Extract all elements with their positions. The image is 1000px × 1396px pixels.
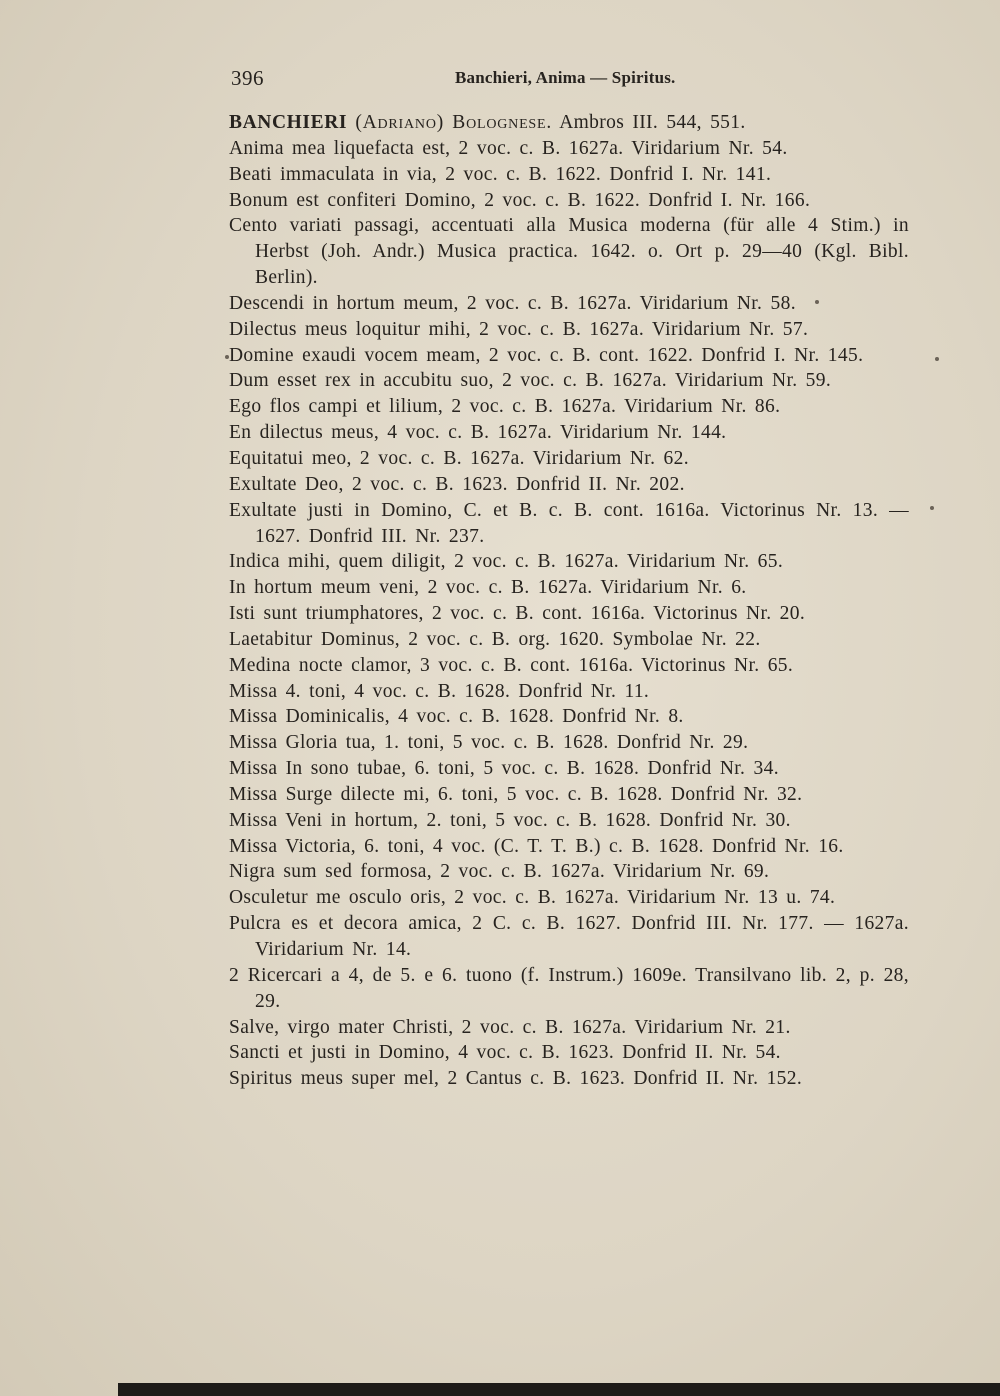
entry: Descendi in hortum meum, 2 voc. c. B. 1627a. Viridarium Nr. 58.: [229, 292, 796, 314]
composer-name: BANCHIERI: [229, 112, 348, 133]
entry: Anima mea liquefacta est, 2 voc. c. B. 1627a. Viridarium Nr. 54.: [229, 137, 788, 159]
entry: Exultate justi in Domino, C. et B. c. B. cont. 1616a. Victorinus Nr. 13. — 1627. Donfrid III. Nr. 237.: [229, 499, 909, 547]
entry: Sancti et justi in Domino, 4 voc. c. B. 1623. Donfrid II. Nr. 54.: [229, 1042, 781, 1064]
entry: Missa 4. toni, 4 voc. c. B. 1628. Donfrid Nr. 11.: [229, 680, 650, 702]
entry: Bonum est confiteri Domino, 2 voc. c. B. 1622. Donfrid I. Nr. 166.: [229, 189, 811, 211]
page-number: 396: [231, 66, 264, 90]
entry: Nigra sum sed formosa, 2 voc. c. B. 1627a. Viridarium Nr. 69.: [229, 861, 770, 883]
entry: Missa Veni in hortum, 2. toni, 5 voc. c. B. 1628. Donfrid Nr. 30.: [229, 809, 791, 831]
entry: Exultate Deo, 2 voc. c. B. 1623. Donfrid II. Nr. 202.: [229, 473, 685, 495]
entry: Equitatui meo, 2 voc. c. B. 1627a. Viridarium Nr. 62.: [229, 447, 689, 469]
entry: In hortum meum veni, 2 voc. c. B. 1627a. Viridarium Nr. 6.: [229, 577, 747, 599]
entry: Pulcra es et decora amica, 2 C. c. B. 1627. Donfrid III. Nr. 177. — 1627a. Viridarium Nr. 14.: [229, 913, 909, 960]
entry: Missa Surge dilecte mi, 6. toni, 5 voc. c. B. 1628. Donfrid Nr. 32.: [229, 783, 803, 805]
page-header: [231, 66, 911, 90]
entry: Laetabitur Dominus, 2 voc. c. B. org. 1620. Symbolae Nr. 22.: [229, 628, 761, 650]
entry: Dum esset rex in accubitu suo, 2 voc. c. B. 1627a. Viridarium Nr. 59.: [229, 370, 832, 392]
margin-speck: [930, 506, 934, 510]
margin-speck: [935, 357, 939, 361]
scan-edge-shadow: [118, 1383, 1000, 1396]
entry-list: [229, 110, 909, 1092]
entry: Cento variati passagi, accentuati alla Musica moderna (für alle 4 Stim.) in Herbst (Joh. Andr.) Musica practica. 1642. o. Ort p. 29—40 (Kgl. Bibl. Berlin).: [229, 215, 909, 289]
entry: En dilectus meus, 4 voc. c. B. 1627a. Viridarium Nr. 144.: [229, 422, 727, 444]
composer-reference: Ambros III. 544, 551.: [552, 112, 746, 133]
entry: 2 Ricercari a 4, de 5. e 6. tuono (f. Instrum.) 1609e. Transilvano lib. 2, p. 28, 29.: [229, 964, 909, 1012]
entry: Beati immaculata in via, 2 voc. c. B. 1622. Donfrid I. Nr. 141.: [229, 163, 772, 185]
entry: Domine exaudi vocem meam, 2 voc. c. B. cont. 1622. Donfrid I. Nr. 145.: [229, 344, 864, 366]
composer-given-name: (Adriano): [355, 112, 445, 133]
entry: Missa Dominicalis, 4 voc. c. B. 1628. Donfrid Nr. 8.: [229, 706, 684, 728]
margin-speck: [815, 300, 819, 304]
composer-heading: [229, 110, 909, 136]
entry: Spiritus meus super mel, 2 Cantus c. B. 1623. Donfrid II. Nr. 152.: [229, 1068, 803, 1090]
entry: Missa Gloria tua, 1. toni, 5 voc. c. B. 1628. Donfrid Nr. 29.: [229, 732, 749, 754]
entry: Dilectus meus loquitur mihi, 2 voc. c. B. 1627a. Viridarium Nr. 57.: [229, 318, 809, 340]
entry: Missa In sono tubae, 6. toni, 5 voc. c. B. 1628. Donfrid Nr. 34.: [229, 758, 779, 780]
entry: Indica mihi, quem diligit, 2 voc. c. B. 1627a. Viridarium Nr. 65.: [229, 551, 784, 573]
entry: Salve, virgo mater Christi, 2 voc. c. B. 1627a. Viridarium Nr. 21.: [229, 1016, 791, 1038]
entry: Ego flos campi et lilium, 2 voc. c. B. 1627a. Viridarium Nr. 86.: [229, 396, 781, 418]
margin-speck: [225, 355, 229, 359]
entry: Missa Victoria, 6. toni, 4 voc. (C. T. T. B.) c. B. 1628. Donfrid Nr. 16.: [229, 835, 844, 857]
entry: Medina nocte clamor, 3 voc. c. B. cont. 1616a. Victorinus Nr. 65.: [229, 654, 794, 676]
running-title: Banchieri, Anima — Spiritus.: [455, 68, 676, 87]
composer-city: Bolognese.: [452, 112, 553, 133]
entry: Osculetur me osculo oris, 2 voc. c. B. 1627a. Viridarium Nr. 13 u. 74.: [229, 887, 836, 909]
entry: Isti sunt triumphatores, 2 voc. c. B. cont. 1616a. Victorinus Nr. 20.: [229, 603, 806, 625]
